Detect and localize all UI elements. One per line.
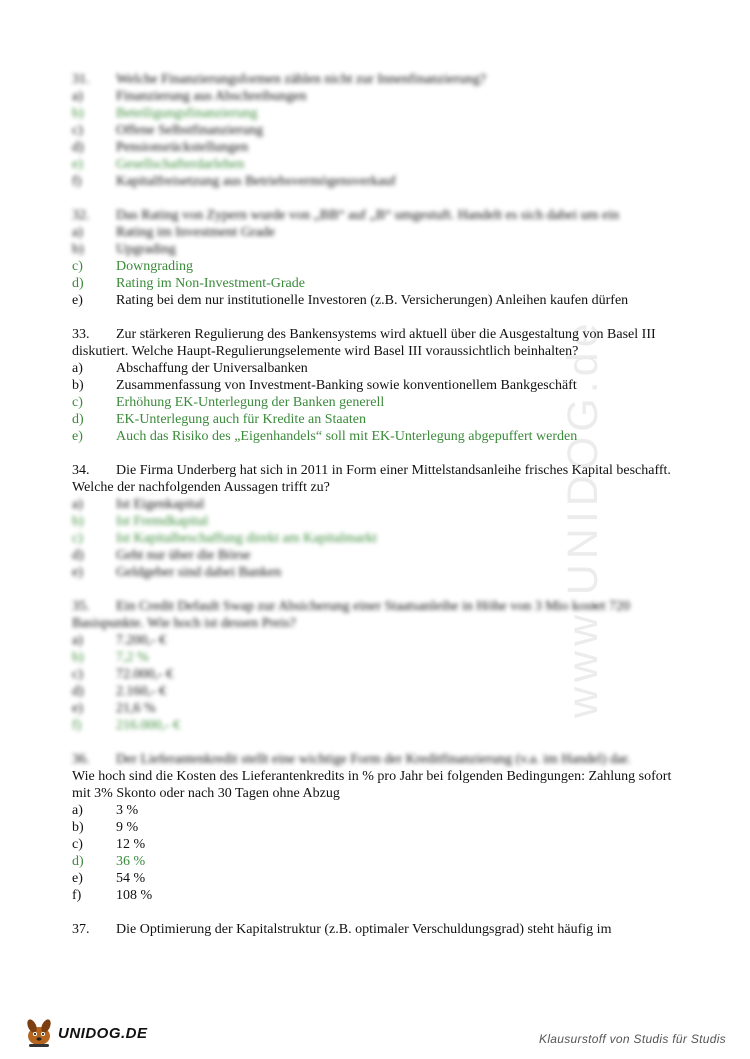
- question-stem: Ein Credit Default Swap zur Absicherung einer Staatsanleihe in Höhe von 3 Mio kostet 720 Basispunkte. Wie hoch ist dessen Preis?: [72, 599, 631, 631]
- option: b) Upgrading: [72, 242, 176, 257]
- question-stem: Die Optimierung der Kapitalstruktur (z.B. optimaler Verschuldungsgrad) steht häufig im: [116, 922, 612, 937]
- watermark: www.UNIDOG.de: [559, 318, 607, 718]
- question-stem: Das Rating von Zypern wurde von „BB“ auf „B“ umgestuft. Handelt es sich dabei um ein: [116, 208, 620, 223]
- question-35: [72, 598, 682, 734]
- question-33: [72, 326, 682, 445]
- footer-tagline: Klausurstoff von Studis für Studis: [539, 1032, 726, 1046]
- option: f) Kapitalfreisetzung aus Betriebsvermögensverkauf: [72, 174, 396, 189]
- dog-mascot-icon: [22, 1018, 56, 1048]
- question-number: 35.: [72, 599, 90, 614]
- option: e) Rating bei dem nur institutionelle Investoren (z.B. Versicherungen) Anleihen kaufen dürfen: [72, 293, 629, 308]
- question-stem: Der Lieferantenkredit stellt eine wichtige Form der Kreditfinanzierung (v.a. im Handel) dar.: [116, 752, 631, 767]
- option-correct: b) Ist Fremdkapital: [72, 514, 209, 529]
- option-correct: d) 36 %: [72, 854, 146, 869]
- question-list: [72, 71, 682, 955]
- question-stem-rest: Wie hoch sind die Kosten des Lieferantenkredits in % pro Jahr bei folgenden Bedingungen: Zahlung sofort mit 3% Skonto oder nach 30 Tagen ohne Abzug: [72, 769, 672, 801]
- option-correct: c) Erhöhung EK-Unterlegung der Banken generell: [72, 395, 385, 410]
- question-34: [72, 462, 682, 581]
- option: c) 72.000,- €: [72, 667, 174, 682]
- question-number: 37.: [72, 922, 90, 937]
- logo-text: UNIDOG.DE: [58, 1024, 148, 1042]
- question-stem: Welche Finanzierungsformen zählen nicht zur Innenfinanzierung?: [116, 72, 487, 87]
- option: e) Geldgeber sind dabei Banken: [72, 565, 282, 580]
- option: e) 54 %: [72, 871, 146, 886]
- question-36: [72, 751, 682, 904]
- question-stem: Zur stärkeren Regulierung des Bankensystems wird aktuell über die Ausgestaltung von Basel III diskutiert. Welche Haupt-Regulierungselemente wird Basel III voraussichtlich beinhalten?: [72, 327, 656, 359]
- question-number: 31.: [72, 72, 90, 87]
- option-correct: e) Auch das Risiko des „Eigenhandels“ soll mit EK-Unterlegung abgepuffert werden: [72, 429, 578, 444]
- option-correct: f) 216.000,- €: [72, 718, 181, 733]
- option-correct: b) Beteiligungsfinanzierung: [72, 106, 258, 121]
- option: b) 9 %: [72, 820, 139, 835]
- option: f) 108 %: [72, 888, 153, 903]
- option: d) Pensionsrückstellungen: [72, 140, 249, 155]
- question-number: 33.: [72, 327, 90, 342]
- option-correct: e) Gesellschafterdarlehen: [72, 157, 245, 172]
- question-31: [72, 71, 682, 190]
- option-correct: b) 7,2 %: [72, 650, 149, 665]
- option-correct: c) Ist Kapitalbeschaffung direkt am Kapitalmarkt: [72, 531, 377, 546]
- option: b) Zusammenfassung von Investment-Banking sowie konventionellem Bankgeschäft: [72, 378, 577, 393]
- option-correct: d) Rating im Non-Investment-Grade: [72, 276, 305, 291]
- option: e) 21,6 %: [72, 701, 156, 716]
- option: a) 7.200,- €: [72, 633, 167, 648]
- option: a) Abschaffung der Universalbanken: [72, 361, 308, 376]
- option: a) Finanzierung aus Abschreibungen: [72, 89, 307, 104]
- option: a) Rating im Investment Grade: [72, 225, 276, 240]
- question-number: 36.: [72, 752, 90, 767]
- option: c) Offene Selbstfinanzierung: [72, 123, 264, 138]
- question-stem: Die Firma Underberg hat sich in 2011 in Form einer Mittelstandsanleihe frisches Kapital beschafft. Welche der nachfolgenden Aussagen trifft zu?: [72, 463, 671, 495]
- option: d) Geht nur über die Börse: [72, 548, 251, 563]
- option: a) 3 %: [72, 803, 139, 818]
- option: a) Ist Eigenkapital: [72, 497, 205, 512]
- question-37: [72, 921, 682, 938]
- option-correct: d) EK-Unterlegung auch für Kredite an Staaten: [72, 412, 366, 427]
- option: c) 12 %: [72, 837, 146, 852]
- question-number: 34.: [72, 463, 90, 478]
- question-number: 32.: [72, 208, 90, 223]
- option: d) 2.160,- €: [72, 684, 167, 699]
- option-correct: c) Downgrading: [72, 259, 193, 274]
- question-32: [72, 207, 682, 309]
- unidog-logo[interactable]: [22, 1016, 148, 1050]
